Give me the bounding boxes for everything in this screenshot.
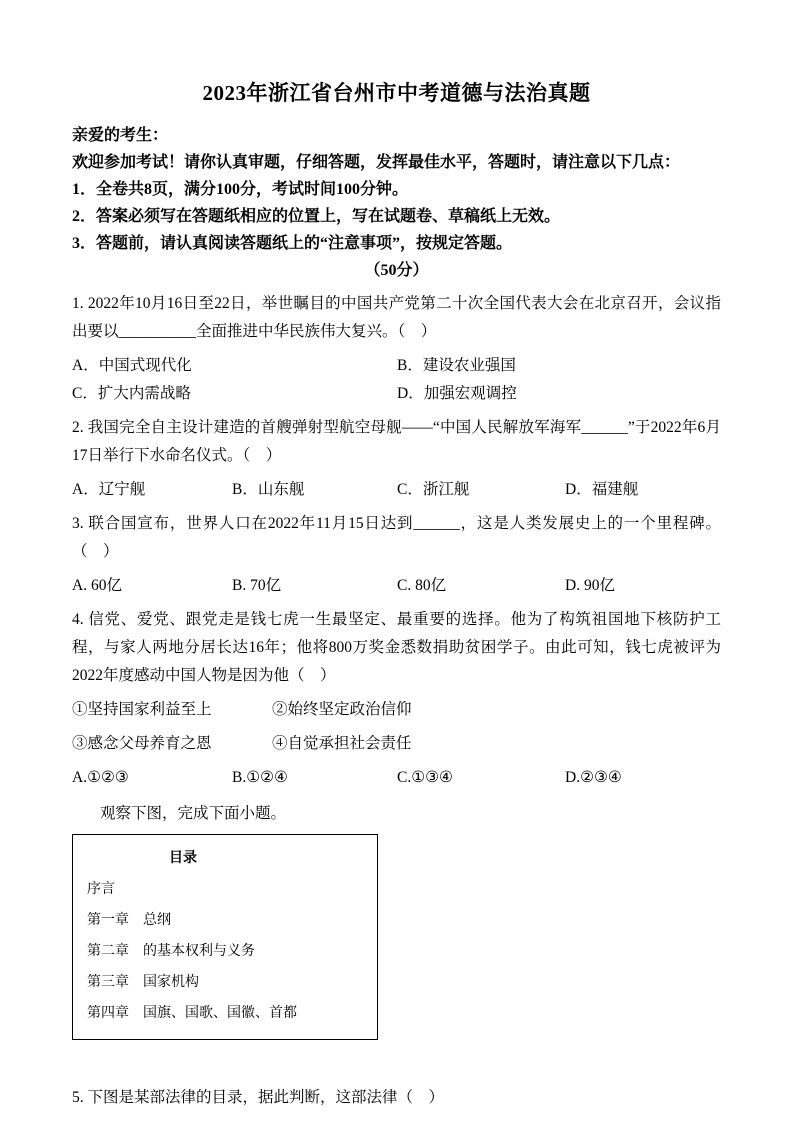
question-3-option-b: B. 70亿: [232, 577, 282, 594]
question-4-statement-1: ①坚持国家利益至上: [72, 701, 212, 718]
question-3: [72, 510, 721, 600]
notice-rule-3: 3．答题前，请认真阅读答题纸上的“注意事项”，按规定答题。: [72, 235, 513, 252]
question-3-stem: 3. 联合国宣布，世界人口在2022年11月15日达到______，这是人类发展史上的一个里程碑。（ ）: [72, 515, 721, 560]
notice-rule-1: 1．全卷共8页，满分100分，考试时间100分钟。: [72, 181, 409, 198]
catalog-item-chapter-2: 第二章 的基本权利与义务: [87, 944, 255, 959]
question-2-stem: 2. 我国完全自主设计建造的首艘弹射型航空母舰——“中国人民解放军海军______”于2022年6月17日举行下水命名仪式。（ ）: [72, 419, 721, 464]
question-4-statements-row-2: [72, 730, 721, 758]
notice-rule-2: 2．答案必须写在答题纸相应的位置上，写在试题卷、草稿纸上无效。: [72, 208, 561, 225]
catalog-item-preface: 序言: [87, 882, 115, 897]
question-4-options: [72, 764, 721, 792]
question-1-option-c: C．扩大内需战略: [72, 385, 191, 402]
notice-intro: 欢迎参加考试！请你认真审题，仔细答题，发挥最佳水平，答题时，请注意以下几点：: [72, 154, 681, 171]
law-catalog-figure: [72, 834, 378, 1040]
question-4-option-d: D.②③④: [565, 769, 622, 786]
question-2-option-a: A．辽宁舰: [72, 481, 146, 498]
catalog-item-chapter-3: 第三章 国家机构: [87, 975, 199, 990]
catalog-title: 目录: [169, 851, 197, 866]
document-title: 2023年浙江省台州市中考道德与法治真题: [202, 81, 591, 105]
question-1-option-a: A．中国式现代化: [72, 357, 192, 374]
question-3-option-c: C. 80亿: [397, 577, 447, 594]
question-4-statement-3: ③感念父母养育之恩: [72, 735, 212, 752]
question-5-stem: 5. 下图是某部法律的目录，据此判断，这部法律（ ）: [72, 1089, 445, 1106]
question-4: [72, 606, 721, 792]
notice-salutation: 亲爱的考生：: [72, 127, 169, 144]
question-2: [72, 414, 721, 504]
catalog-item-chapter-4: 第四章 国旗、国歌、国徽、首都: [87, 1006, 297, 1021]
question-2-option-b: B．山东舰: [232, 481, 305, 498]
exam-notice-block: [72, 122, 721, 257]
question-4-option-c: C.①③④: [397, 769, 453, 786]
question-4-statement-4: ④自觉承担社会责任: [272, 735, 412, 752]
question-4-statements-row-1: [72, 696, 721, 724]
question-3-options: [72, 572, 721, 600]
question-2-option-d: D．福建舰: [565, 481, 639, 498]
question-4-option-a: A.①②③: [72, 769, 129, 786]
question-3-option-d: D. 90亿: [565, 577, 615, 594]
question-3-option-a: A. 60亿: [72, 577, 122, 594]
catalog-item-chapter-1: 第一章 总纲: [87, 913, 171, 928]
question-4-statement-2: ②始终坚定政治信仰: [272, 701, 412, 718]
question-1-stem: 1. 2022年10月16日至22日，举世瞩目的中国共产党第二十次全国代表大会在北京召开，会议指出要以__________全面推进中华民族伟大复兴。（ ）: [72, 295, 721, 340]
question-1: [72, 290, 721, 408]
question-4-stem: 4. 信党、爱党、跟党走是钱七虎一生最坚定、最重要的选择。他为了构筑祖国地下核防护工程，与家人两地分居长达16年；他将800万奖金悉数捐助贫困学子。由此可知，钱七虎被评为2022年度感动中国人物是因为他（ ）: [72, 611, 721, 684]
observe-instruction: 观察下图，完成下面小题。: [100, 805, 287, 822]
question-1-option-b: B．建设农业强国: [397, 357, 516, 374]
question-2-options: [72, 476, 721, 504]
question-2-option-c: C．浙江舰: [397, 481, 470, 498]
section-score: （50分）: [364, 262, 429, 279]
question-5: [72, 1084, 721, 1112]
question-1-option-d: D．加强宏观调控: [397, 385, 517, 402]
question-4-option-b: B.①②④: [232, 769, 288, 786]
question-1-options: [72, 352, 721, 408]
